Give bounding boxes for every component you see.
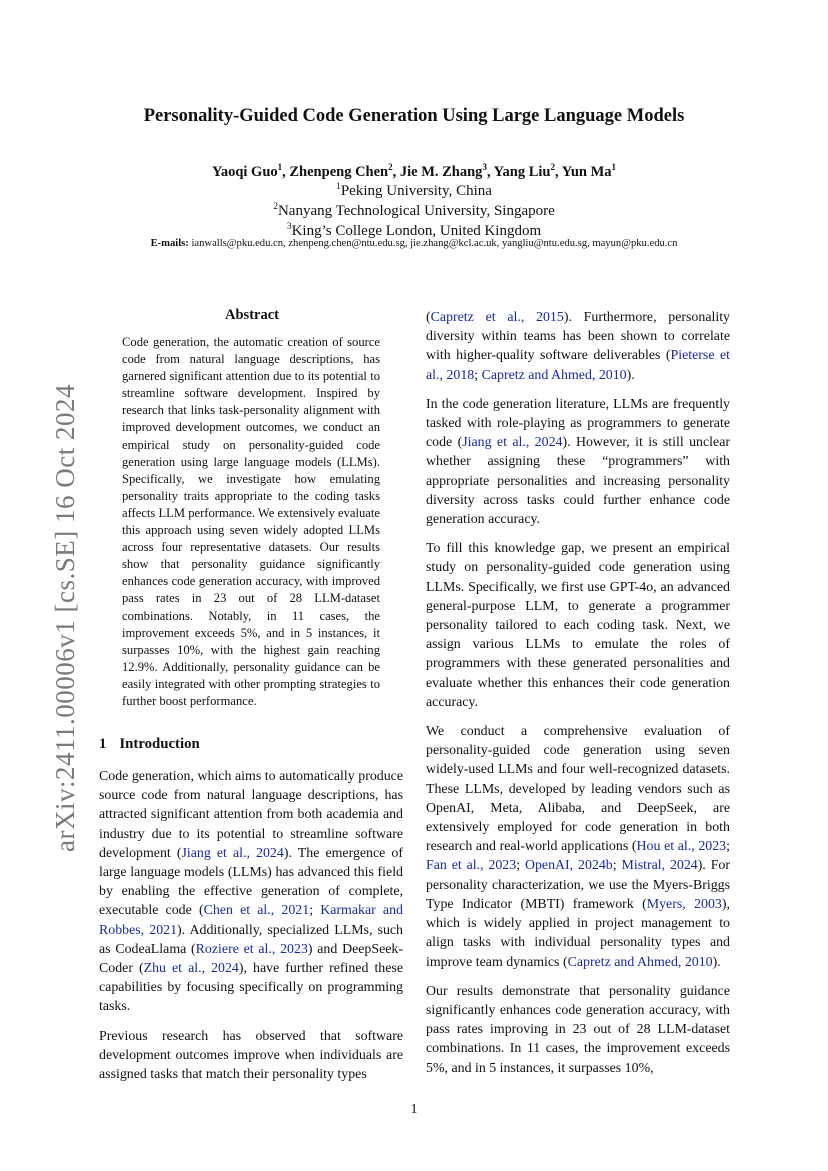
citation-link[interactable]: Jiang et al., 2024 xyxy=(181,845,284,861)
paragraph: We conduct a comprehensive evaluation of personality-guided code generation using seven widely-used LLMs and four well-recognized datasets. These LLMs, developed by leading vendors such as OpenAI, Meta, Alibaba, and DeepSeek, are extensively employed for code generation in both research and real-world applications (Hou et al., 2023; Fan et al., 2023; OpenAI, 2024b; Mistral, 2024). For personality characterization, we use the Myers-Briggs Type Indicator (MBTI) framework (Myers, 2003), which is widely applied in project management to align tasks with individual personality types and improve team dynamics (Capretz and Ahmed, 2010). xyxy=(426,724,730,970)
right-column-body xyxy=(426,308,730,1088)
citation-link[interactable]: Roziere et al., 2023 xyxy=(195,941,308,957)
citation-link[interactable]: Zhu et al., 2024 xyxy=(143,961,239,977)
citation-link[interactable]: Mistral, 2024 xyxy=(621,858,698,874)
abstract-heading: Abstract xyxy=(225,307,279,323)
paragraph: To fill this knowledge gap, we present an empirical study on personality-guided code generation using LLMs. Specifically, we first use GPT-4o, an advanced general-purpose LLM, to generate a programmer personality tailored to each coding task. Next, we assign various LLMs to emulate the roles of programmers with these generated personalities and evaluate whether this enhances their code generation accuracy. xyxy=(426,541,730,710)
affiliation-mark: 1 xyxy=(277,162,283,172)
paragraph: (Capretz et al., 2015). Furthermore, personality diversity within teams has been shown to correlate with higher-quality software deliverables (Pieterse et al., 2018; Capretz and Ahmed, 2010). xyxy=(426,310,731,383)
paragraph: Our results demonstrate that personality guidance significantly enhances code generation accuracy, with pass rates improving in 23 out of 28 LLM-dataset combinations. In 11 cases, the improvement exceeds 5%, and in 5 instances, it surpasses 10%, xyxy=(426,983,730,1076)
author-name: Jie M. Zhang xyxy=(399,163,483,180)
citation-link[interactable]: Fan et al., 2023 xyxy=(426,858,517,874)
affiliation-1: $^1$Peking University, China xyxy=(336,182,492,199)
affiliation-mark: 1 xyxy=(611,162,617,172)
paragraph: Code generation, which aims to automatically produce source code from natural language descriptions, has attracted significant attention from both academia and industry due to its potential to streamline software development (Jiang et al., 2024). The emergence of large language models (LLMs) has advanced this field by enabling the effective generation of complete, executable code (Chen et al., 2021; Karmakar and Robbes, 2021). Additionally, specialized LLMs, such as CodeaLlama (Roziere et al., 2023) and DeepSeek-Coder (Zhu et al., 2024), have further refined these capabilities by focusing specifically on programming tasks. xyxy=(99,769,404,1015)
citation-link[interactable]: Chen et al., 2021 xyxy=(203,903,310,919)
author-name: Zhenpeng Chen xyxy=(289,163,389,180)
affiliation-3: $^3$King’s College London, United Kingdom xyxy=(286,222,542,239)
author-name: Yaoqi Guo xyxy=(211,163,278,180)
abstract-text: Code generation, the automatic creation of source code from natural language descriptions, has garnered significant attention due to its potential to streamline software development. Inspired by research that links task-personality alignment with improved development outcomes, we conduct an empirical study on personality-guided code generation using large language models (LLMs). Specifically, we investigate how emulating personality traits appropriate to the coding tasks affects LLM performance. We extensively evaluate this approach using seven widely adopted LLMs across four representative datasets. Our results show that personality guidance significantly enhances code generation accuracy, with improved pass rates in 23 out of 28 LLM-dataset combinations. Notably, in 11 cases, the improvement exceeds 5%, and in 5 instances, it surpasses 10%, with the highest gain reaching 12.9%. Additionally, personality guidance can be easily integrated with other prompting strategies to further boost performance. xyxy=(122,335,380,708)
paragraph: Previous research has observed that software development outcomes improve when individuals are assigned tasks that match their personality types xyxy=(99,1028,403,1083)
author-name: Yang Liu xyxy=(493,163,551,180)
email-line: E-mails: ianwalls@pku.edu.cn, zhenpeng.chen@ntu.edu.sg, jie.zhang@kcl.ac.uk, yangliu@ntu.edu.sg, mayun@pku.edu.cn xyxy=(150,238,678,249)
citation-link[interactable]: Capretz et al., 2015 xyxy=(430,310,564,325)
affiliation-mark: 3 xyxy=(482,162,487,172)
citation-link[interactable]: OpenAI, 2024b xyxy=(524,858,613,874)
section-heading: 1 Introduction xyxy=(99,736,200,752)
citation-link[interactable]: Karmakar and Robbes, 2021 xyxy=(99,903,403,938)
citation-link[interactable]: Hou et al., 2023 xyxy=(636,839,727,855)
citation-link[interactable]: Capretz and Ahmed, 2010 xyxy=(567,954,713,970)
affiliation-mark: 2 xyxy=(550,162,555,172)
affiliation-mark: 2 xyxy=(388,162,393,172)
paragraph: In the code generation literature, LLMs are frequently tasked with role-playing as programmers to generate code (Jiang et al., 2024). However, it is still unclear whether assigning these “programmers” with appropriate personalities and increasing personality diversity across tasks could further enhance code generation accuracy. xyxy=(426,396,730,528)
arxiv-stamp: arXiv:2411.00006v1 [cs.SE] 16 Oct 2024 xyxy=(50,384,80,852)
author-name: Yun Ma xyxy=(561,163,612,180)
left-column-body xyxy=(99,767,403,1094)
author-list: Yaoqi Guo$^1$, Zhenpeng Chen$^2$, Jie M. Zhang$^3$, Yang Liu$^2$, Yun Ma$^1$ xyxy=(211,162,617,180)
citation-link[interactable]: Myers, 2003 xyxy=(646,896,722,912)
paper-title: Personality-Guided Code Generation Using Large Language Models xyxy=(143,106,685,126)
citation-link[interactable]: Capretz and Ahmed, 2010 xyxy=(481,367,627,383)
affiliation-2: $^2$Nanyang Technological University, Singapore xyxy=(273,202,555,219)
page-number: 1 xyxy=(410,1102,418,1117)
citation-link[interactable]: Jiang et al., 2024 xyxy=(462,435,563,451)
citation-link[interactable]: Pieterse et al., 2018 xyxy=(426,348,730,383)
